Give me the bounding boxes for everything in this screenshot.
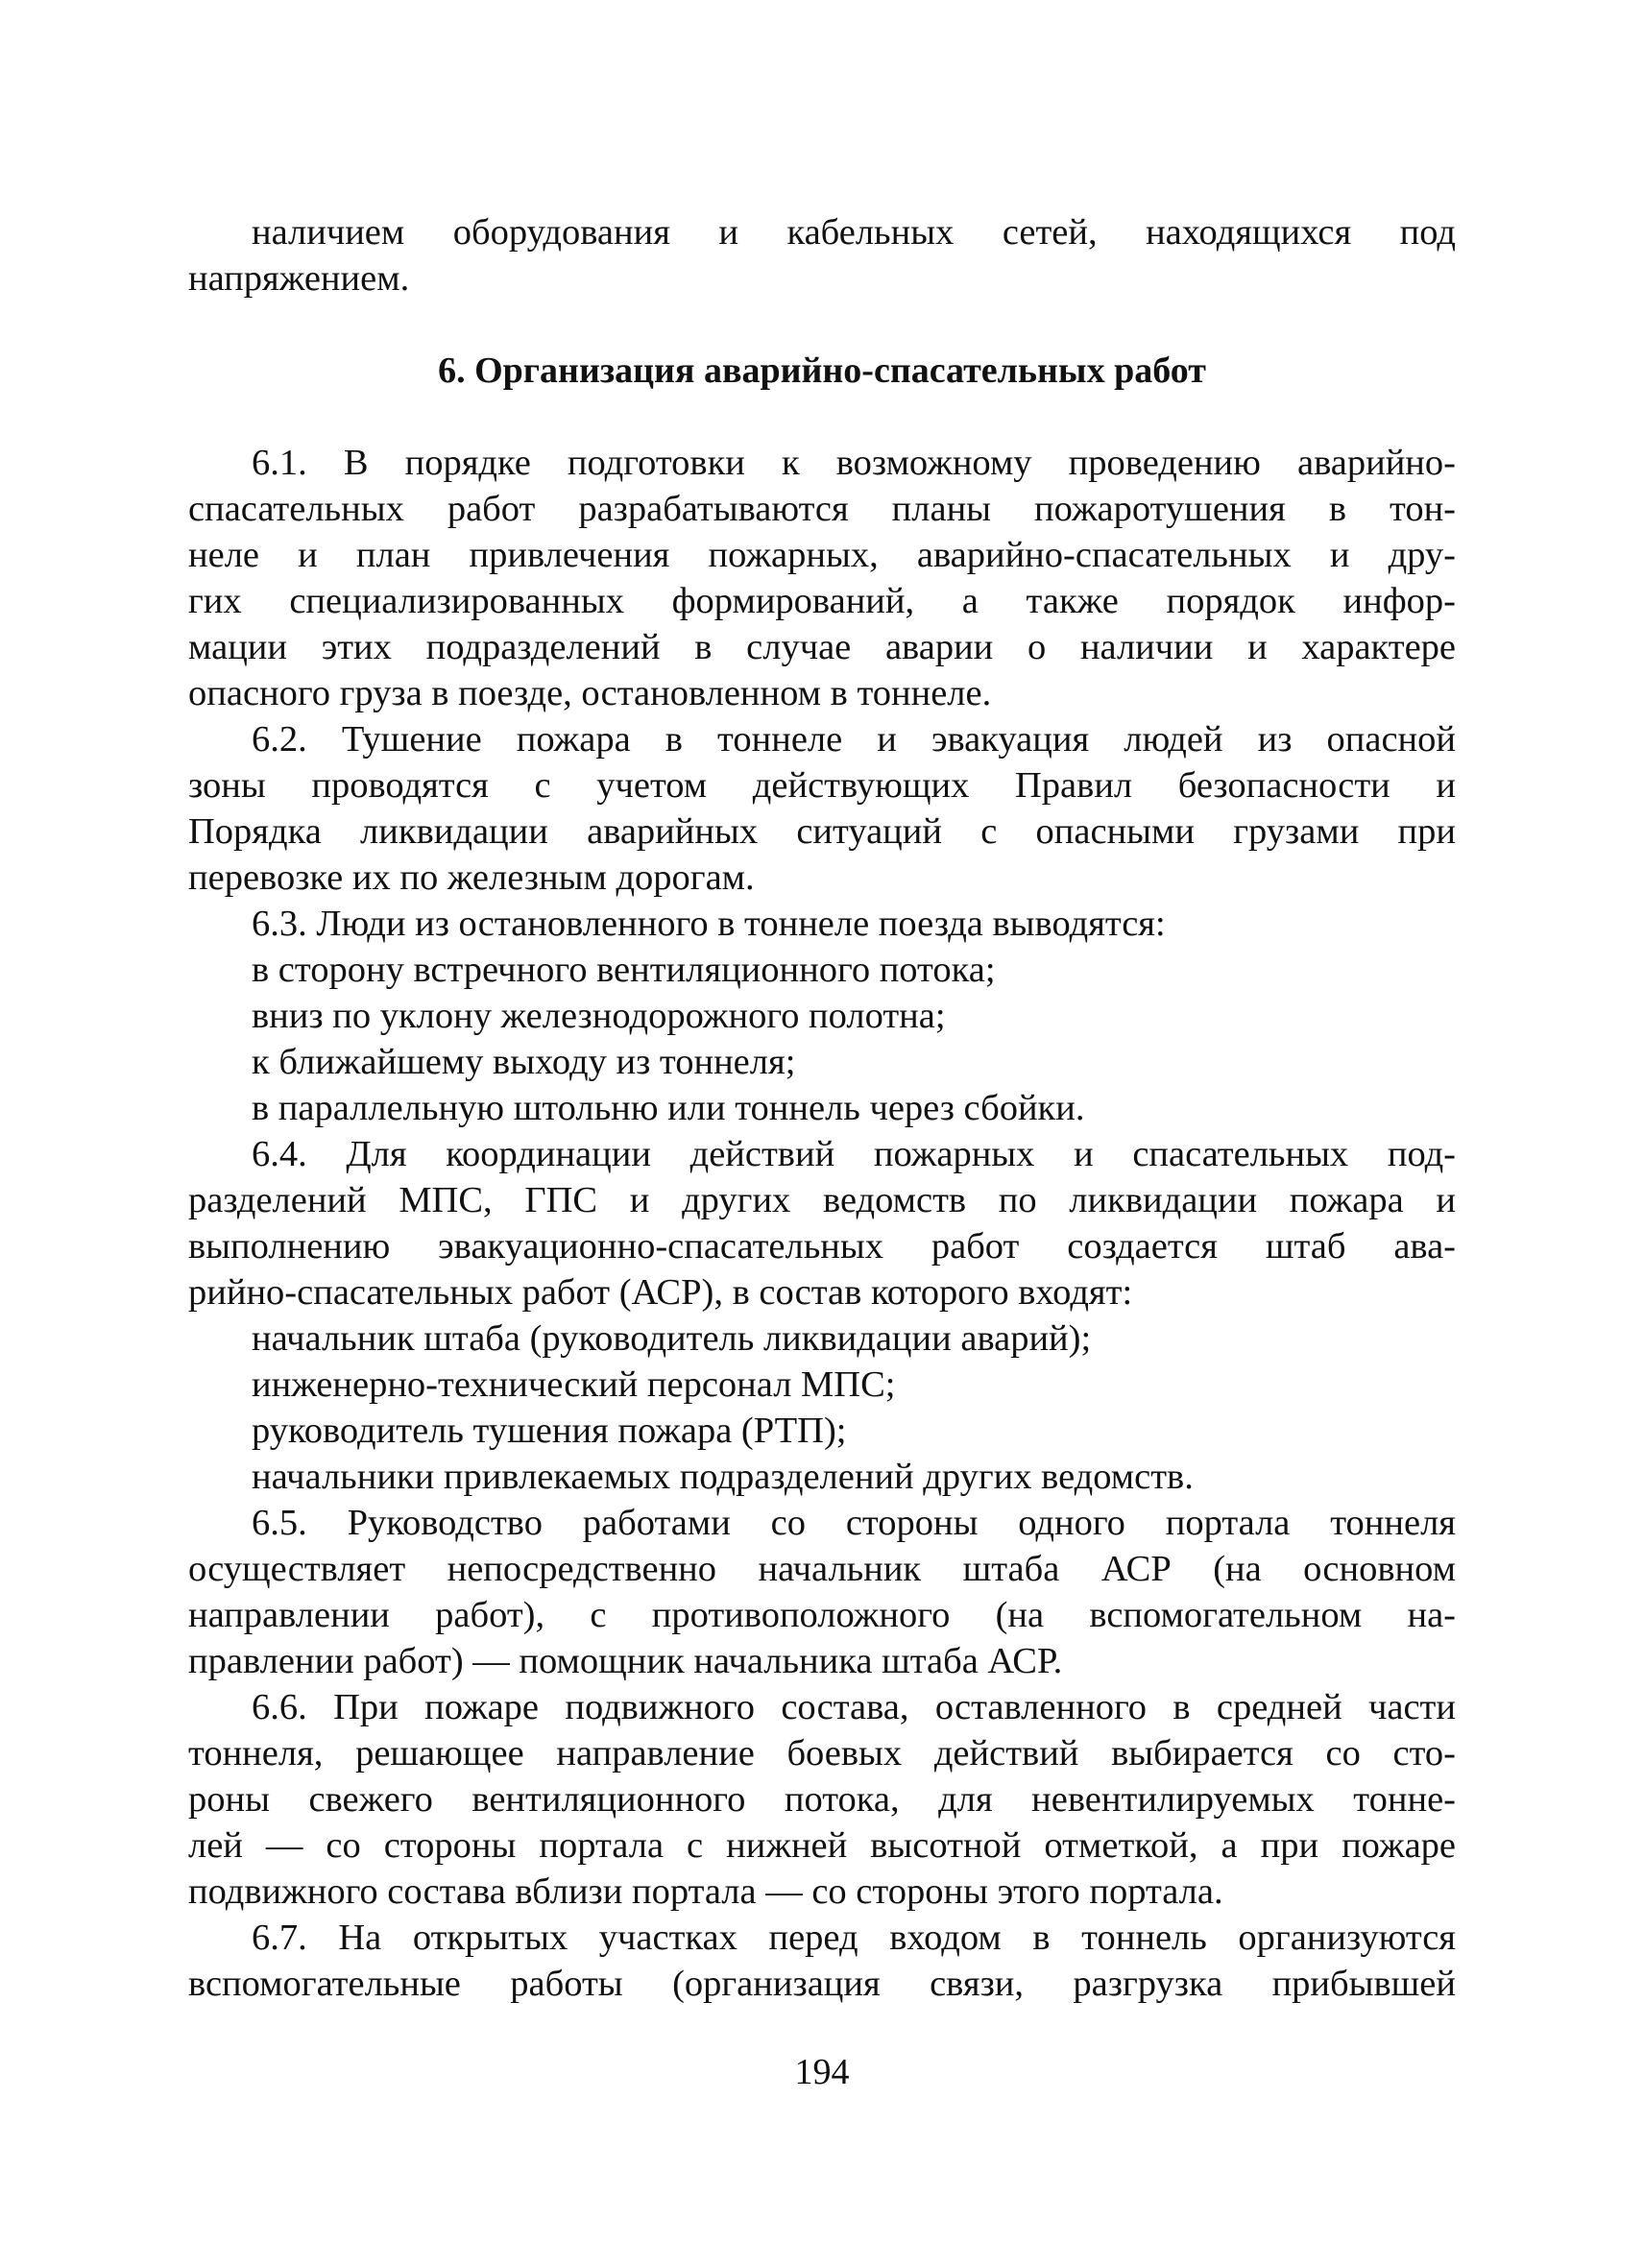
text-line: осуществляет непосредственно начальник штаба АСР (на основном [188,1549,1456,1589]
text-line: 6.2. Тушение пожара в тоннеле и эвакуация людей из опасной [252,719,1456,760]
text-line: тоннеля, решающее направление боевых действий выбирается со сто- [188,1733,1456,1773]
text-line: 6.3. Люди из остановленного в тоннеле поезда выводятся: [252,904,1166,944]
text-line: начальники привлекаемых подразделений других ведомств. [252,1457,1194,1497]
body-text [188,440,1456,2007]
text-line: лей — со стороны портала с нижней высотной отметкой, а при пожаре [188,1825,1456,1866]
section-heading: 6. Организация аварийно-спасательных работ [438,350,1206,391]
text-line: перевозке их по железным дорогам. [188,857,755,898]
text-line: неле и план привлечения пожарных, аварийно-спасательных и дру- [188,535,1456,575]
text-line: рийно-спасательных работ (АСР), в состав которого входят: [188,1272,1133,1313]
text-line: 6.1. В порядке подготовки к возможному проведению аварийно- [252,443,1456,483]
text-line: инженерно-технический персонал МПС; [252,1364,896,1405]
text-line: вспомогательные работы (организация связи, разгрузка прибывшей [188,1964,1456,2004]
text-line: зоны проводятся с учетом действующих Правил безопасности и [188,765,1456,806]
text-line: напряжением. [188,258,410,299]
text-line: спасательных работ разрабатываются планы пожаротушения в тон- [188,489,1456,529]
text-line: начальник штаба (руководитель ликвидации аварий); [252,1318,1092,1359]
text-line: в параллельную штольню или тоннель через сбойки. [252,1088,1085,1128]
text-line: 6.5. Руководство работами со стороны одного портала тоннеля [252,1503,1456,1543]
text-line: вниз по уклону железнодорожного полотна; [252,996,946,1036]
text-line: гих специализированных формирований, а также порядок инфор- [188,581,1456,621]
text-line: разделений МПС, ГПС и других ведомств по ликвидации пожара и [188,1180,1456,1220]
text-line: наличием оборудования и кабельных сетей, находящихся под [252,212,1456,253]
text-line: 6.6. При пожаре подвижного состава, оставленного в средней части [252,1687,1456,1727]
text-line: мации этих подразделений в случае аварии о наличии и характере [188,627,1456,667]
page-number: 194 [794,2052,850,2092]
text-line: Порядка ликвидации аварийных ситуаций с опасными грузами при [188,811,1456,852]
carryover-paragraph [188,209,1456,302]
text-line: правлении работ) — помощник начальника штаба АСР. [188,1641,1063,1681]
text-line: опасного груза в поезде, остановленном в тоннеле. [188,673,992,713]
text-line: 6.4. Для координации действий пожарных и спасательных под- [252,1134,1456,1174]
text-line: 6.7. На открытых участках перед входом в тоннель организуются [252,1918,1456,1958]
text-line: в сторону встречного вентиляционного потока; [252,950,996,990]
text-line: руководитель тушения пожара (РТП); [252,1411,847,1451]
text-line: направлении работ), с противоположного (на вспомогательном на- [188,1595,1456,1635]
text-line: выполнению эвакуационно-спасательных работ создается штаб ава- [188,1226,1456,1267]
text-line: подвижного состава вблизи портала — со стороны этого портала. [188,1871,1223,1912]
text-line: к ближайшему выходу из тоннеля; [252,1042,796,1082]
text-line: роны свежего вентиляционного потока, для невентилируемых тонне- [188,1779,1456,1820]
